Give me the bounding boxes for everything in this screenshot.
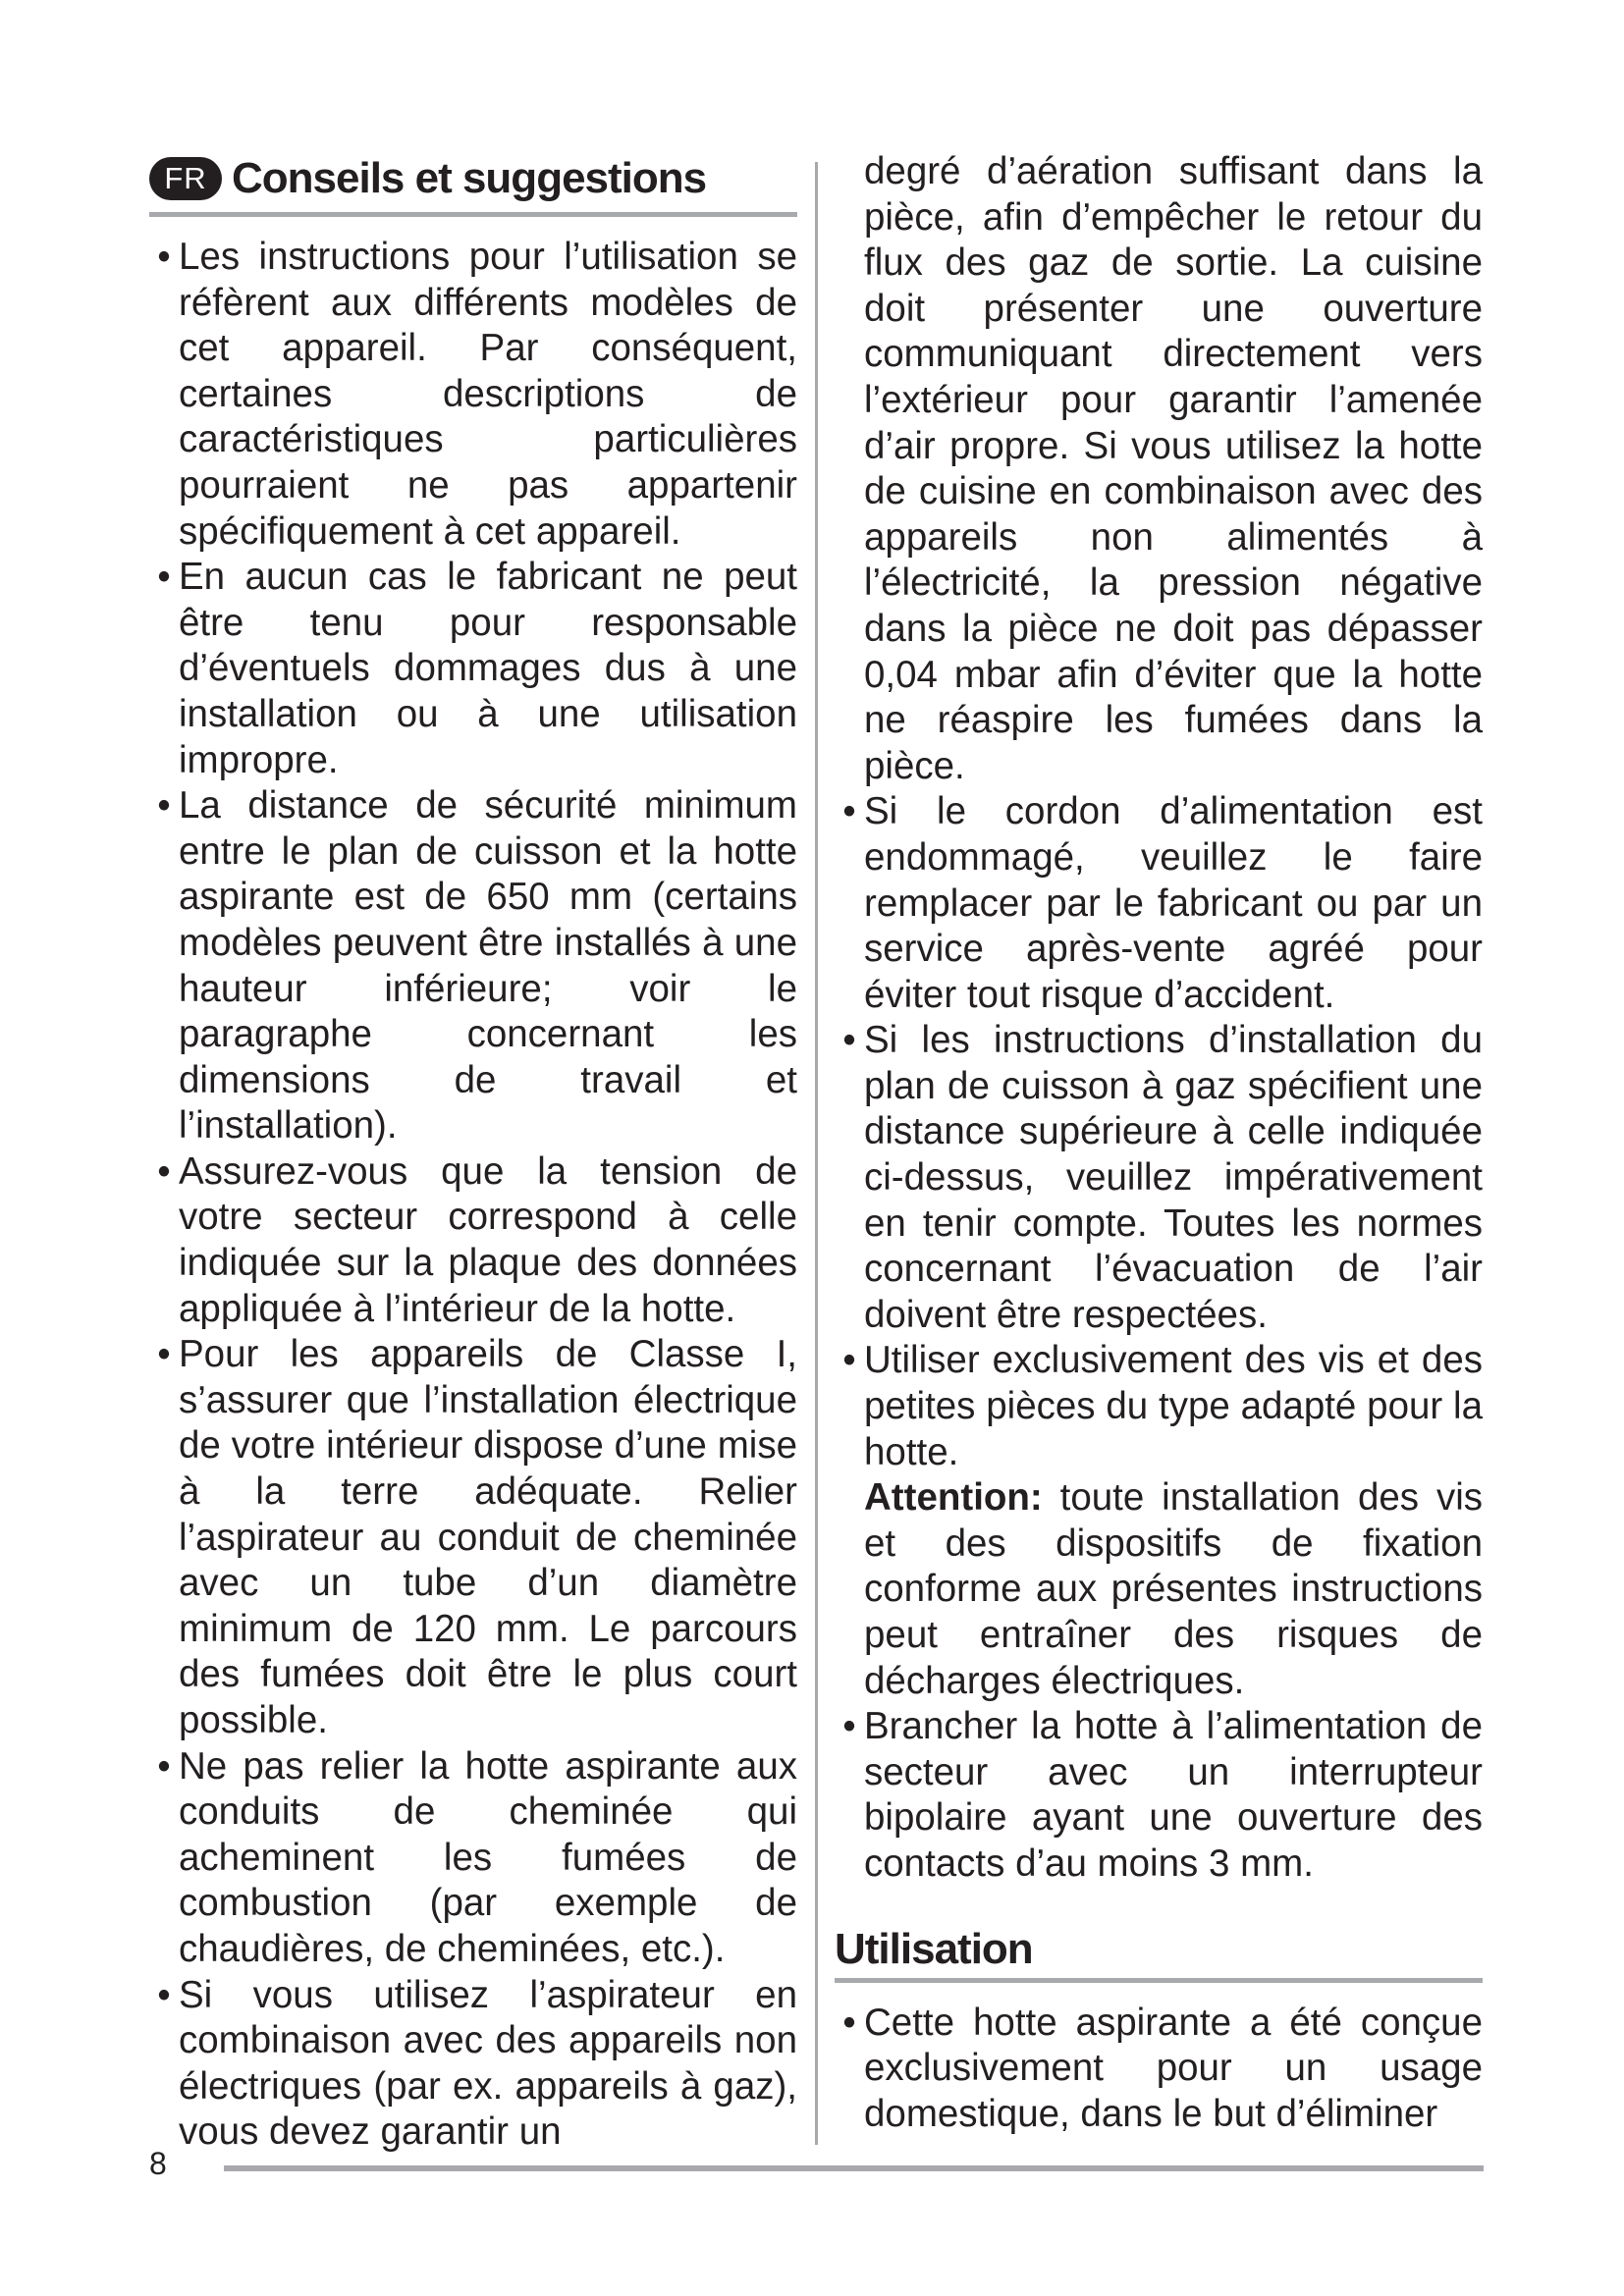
list-item: • Si vous utilisez l’aspirateur en combinaison avec des appareils non électriques (par ex. appareils à gaz), vous devez garantir un <box>157 1973 797 2154</box>
list-item: • En aucun cas le fabricant ne peut être tenu pour responsable d’éventuels dommages dus à une installation ou à une utilisation impropre. <box>157 556 797 781</box>
attention-text: toute installation des vis et des dispositifs de fixation conforme aux présentes instructions peut entraîner des risques de décharges électriques. <box>864 1476 1484 1702</box>
attention-label: Attention: <box>864 1476 1043 1520</box>
utilisation-heading: Utilisation <box>835 1924 1033 1973</box>
footer-rule <box>224 2165 1484 2171</box>
right-column <box>835 149 1483 2137</box>
list-item: • Si le cordon d’alimentation est endommagé, veuillez le faire remplacer par le fabricant ou par un service après-vente agréé pour éviter tout risque d’accident. <box>842 790 1483 1016</box>
language-badge: FR <box>149 157 222 200</box>
list-item: • La distance de sécurité minimum entre le plan de cuisson et la hotte aspirante est de 650 mm (certains modèles peuvent être installés à une hauteur inférieure; voir le paragraphe concernant les dimensions de travail et l’installation). <box>157 784 797 1148</box>
left-column <box>149 149 797 2156</box>
list-item: • Les instructions pour l’utilisation se réfèrent aux différents modèles de cet appareil. Par conséquent, certaines descriptions de caractéristiques particulières pourraient ne pas appartenir spécifiquement à cet appareil. <box>157 236 797 553</box>
attention-note <box>835 1475 1483 1704</box>
list-item: • Assurez-vous que la tension de votre secteur correspond à celle indiquée sur la plaque des données appliquée à l’intérieur de la hotte. <box>157 1149 797 1330</box>
list-item: • Ne pas relier la hotte aspirante aux conduits de cheminée qui acheminent les fumées de combustion (par exemple de chaudières, de cheminées, etc.). <box>157 1744 797 1970</box>
section-heading <box>149 149 797 208</box>
continued-paragraph: degré d’aération suffisant dans la pièce, afin d’empêcher le retour du flux des gaz de sortie. La cuisine doit présenter une ouverture communiquant directement vers l’extérieur pour garantir l’amenée d’air propre. Si vous utilisez la hotte de cuisine en combinaison avec des appareils non alimentés à l’électricité, la pression négative dans la pièce ne doit pas dépasser 0,04 mbar afin d’éviter que la hotte ne réaspire les fumées dans la pièce. <box>864 150 1483 787</box>
list-item: • Brancher la hotte à l’alimentation de secteur avec un interrupteur bipolaire ayant une ouverture des contacts d’au moins 3 mm. <box>842 1705 1483 1885</box>
heading-rule <box>149 212 797 217</box>
section-title: Conseils et suggestions <box>232 153 707 202</box>
list-item: • Si les instructions d’installation du plan de cuisson à gaz spécifient une distance supérieure à celle indiquée ci-dessus, veuillez impérativement en tenir compte. Toutes les normes concernant l’évacuation de l’air doivent être respectées. <box>842 1019 1483 1336</box>
page-number: 8 <box>149 2146 167 2181</box>
list-item: • Pour les appareils de Classe I, s’assurer que l’installation électrique de votre intérieur dispose d’une mise à la terre adéquate. Relier l’aspirateur au conduit de cheminée avec un tube d’un diamètre minimum de 120 mm. Le parcours des fumées doit être le plus court possible. <box>157 1333 797 1741</box>
list-item: • Cette hotte aspirante a été conçue exclusivement pour un usage domestique, dans le but d’éliminer <box>842 2001 1483 2135</box>
column-divider <box>815 162 818 2145</box>
list-item: • Utiliser exclusivement des vis et des petites pièces du type adapté pour la hotte. <box>842 1339 1483 1473</box>
heading-rule <box>835 1978 1483 1983</box>
